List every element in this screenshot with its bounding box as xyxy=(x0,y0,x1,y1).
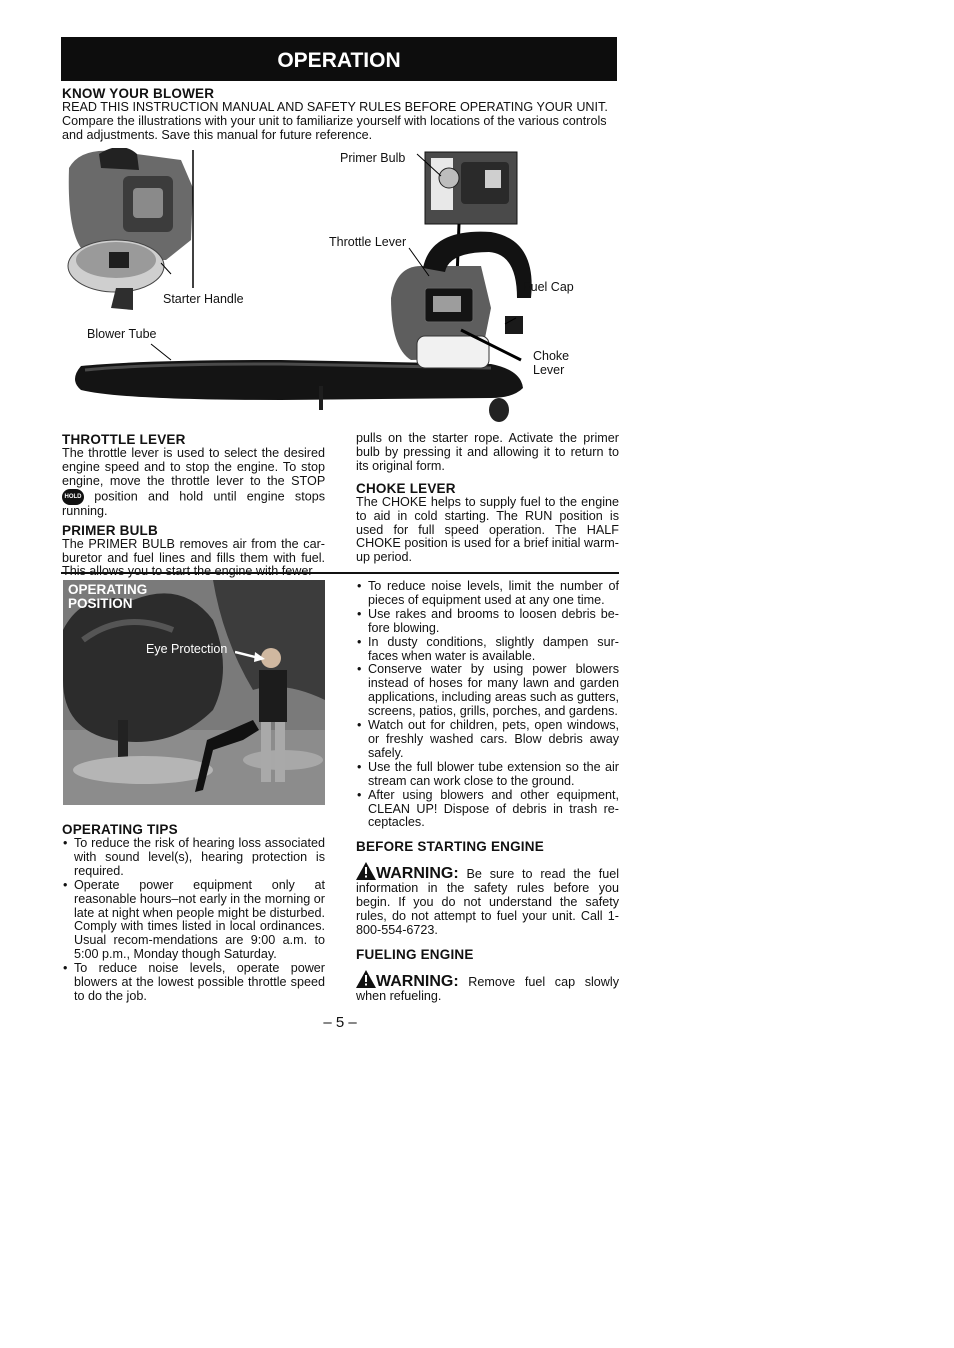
throttle-lever-label: Throttle Lever xyxy=(329,235,407,249)
before-starting-heading: BEFORE STARTING ENGINE xyxy=(356,839,544,855)
primer-inset xyxy=(425,152,517,224)
warning-label: WARNING: xyxy=(376,972,459,990)
operating-tips-left xyxy=(62,822,325,1004)
choke-body: The CHOKE helps to supply fuel to the engine to aid in cold starting. The RUN position is used for full speed operation. The HALF CHOKE position is used for a brief initial warm-up period. xyxy=(356,494,619,565)
page-number: – 5 – xyxy=(323,1014,357,1031)
section-banner: OPERATION xyxy=(61,37,617,81)
starter-inset xyxy=(68,148,193,310)
operating-position-photo xyxy=(63,580,325,805)
list-item: • To reduce the risk of hearing loss associated with sound level(s), hearing protection is required. xyxy=(62,837,325,879)
list-item: • To reduce noise levels, operate power blowers at the lowest possible throttle speed to do the job. xyxy=(62,962,325,1004)
tips-list-left xyxy=(62,837,325,1004)
list-item: • Watch out for children, pets, open windows, or freshly washed cars. Blow debris away safely. xyxy=(356,719,619,761)
warning-icon xyxy=(356,862,376,880)
tips-list-right xyxy=(356,580,619,830)
fuel-cap-label: Fuel Cap xyxy=(523,280,574,294)
stop-hold-icon: HOLD xyxy=(62,489,84,505)
know-body: READ THIS INSTRUCTION MANUAL AND SAFETY RULES BEFORE OPERATING YOUR UNIT. Compare the illustrations with your unit to familiarize yourself with locations of the various controls and adjustments. Save this manual for future reference. xyxy=(62,100,608,142)
throttle-heading: THROTTLE LEVER xyxy=(62,432,186,447)
list-item: • To reduce noise levels, limit the number of pieces of equipment used at any one time. xyxy=(356,580,619,608)
choke-lever-label: Choke Lever xyxy=(533,349,570,377)
list-item: • Conserve water by using power blowers instead of hoses for many lawn and garden applications, including areas such as gutters, screens, patios, grills, porches, and gardens. xyxy=(356,663,619,719)
left-column-top xyxy=(62,432,325,579)
list-item: • In dusty conditions, slightly dampen sur-faces when water is available. xyxy=(356,636,619,664)
before-starting-warning: WARNING: Be sure to read the fuel information in the safety rules before you begin. If you do not understand the safety rules, do not attempt to fuel your unit. Call 1-800-554-6723. xyxy=(356,862,619,938)
section-divider xyxy=(61,572,619,574)
tips-heading: OPERATING TIPS xyxy=(62,822,178,837)
warning-icon xyxy=(356,970,376,988)
right-column-top xyxy=(356,432,619,565)
operating-position-title: OPERATING POSITION xyxy=(68,582,148,611)
choke-heading: CHOKE LEVER xyxy=(356,480,456,496)
tube-pointer xyxy=(151,344,171,360)
know-your-blower-section xyxy=(62,86,619,143)
blower-illustration xyxy=(61,148,621,428)
primer-body-cont: pulls on the starter rope. Activate the primer bulb by pressing it and allowing it to return to its original form. xyxy=(356,431,619,473)
list-item: • Operate power equipment only at reasonable hours–not early in the morning or late at night when people might be disturbed. Comply with times listed in local ordinances. Usual recom-mendations are 9:00 a.m. to 5:00 p.m., Monday though Saturday. xyxy=(62,879,325,962)
fueling-warning: WARNING: Remove fuel cap slowly when refueling. xyxy=(356,970,619,1004)
eye-protection-label: Eye Protection xyxy=(146,642,228,656)
primer-bulb-label: Primer Bulb xyxy=(340,151,406,165)
fueling-heading: FUELING ENGINE xyxy=(356,946,474,962)
primer-heading: PRIMER BULB xyxy=(62,522,158,538)
warning-label: WARNING: xyxy=(376,865,459,883)
throttle-body: The throttle lever is used to select the desired engine speed and to stop the engine. To stop engine, move the throttle lever to the STOP HOLD position and hold until engine stops running. xyxy=(62,446,326,518)
primer-body: The PRIMER BULB removes air from the car-buretor and fuel lines and fills them with fuel. xyxy=(62,536,325,565)
photo-drawing xyxy=(63,580,325,805)
blower-tube-label: Blower Tube xyxy=(87,327,157,341)
eye-protection-arrow xyxy=(235,648,265,662)
list-item: • After using blowers and other equipment, CLEAN UP! Dispose of debris in trash re-ceptacles. xyxy=(356,789,619,831)
list-item: • Use the full blower tube extension so the air stream can work close to the ground. xyxy=(356,761,619,789)
know-heading: KNOW YOUR BLOWER xyxy=(62,86,215,101)
list-item: • Use rakes and brooms to loosen debris be-fore blowing. xyxy=(356,608,619,636)
operating-tips-right xyxy=(356,580,619,1004)
starter-handle-label: Starter Handle xyxy=(163,292,244,306)
